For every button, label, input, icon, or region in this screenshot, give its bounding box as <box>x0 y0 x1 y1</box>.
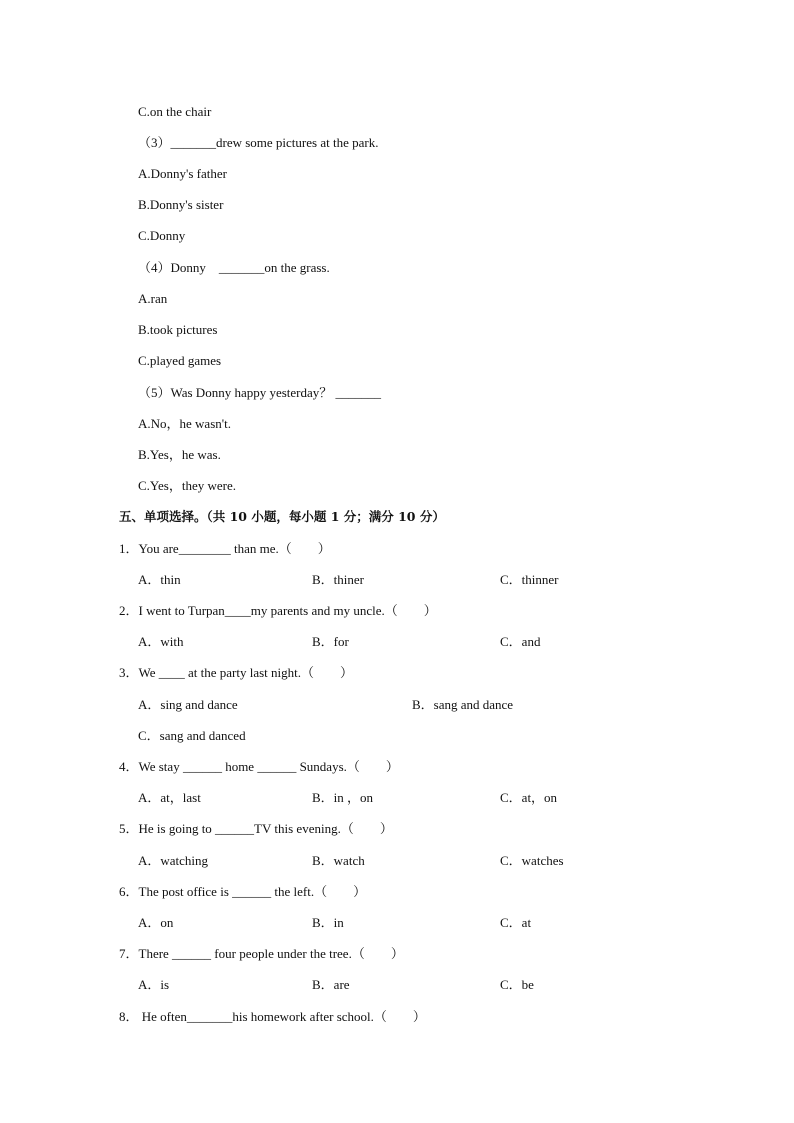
mc-question-stem: 7．There ______ four people under the tree.（ ） <box>119 946 404 961</box>
mc-option-c: C．sang and danced <box>138 728 246 743</box>
question-5-option-a: A.No，he wasn't. <box>138 416 231 431</box>
mc-option-a: A．at，last <box>138 790 201 805</box>
question-4-option-b: B.took pictures <box>138 322 218 337</box>
mc-option-c: C．at <box>500 915 532 930</box>
mc-option-a: A．sing and dance <box>138 697 238 712</box>
question-4-option-a: A.ran <box>138 291 168 306</box>
mc-option-a: A．watching <box>138 853 209 868</box>
mc-option-a: A．thin <box>138 572 181 587</box>
mc-option-b: B．watch <box>312 853 365 868</box>
section-5-heading: 五、单项选择。（共 10 小题，每小题 1 分；满分 10 分） <box>119 509 445 524</box>
mc-question-stem: 6．The post office is ______ the left.（ ） <box>119 884 367 899</box>
question-3-stem: （3）_______drew some pictures at the park. <box>138 135 379 150</box>
mc-option-b: B．sang and dance <box>412 697 514 712</box>
mc-option-c: C．and <box>500 634 541 649</box>
mc-option-b: B．in <box>312 915 344 930</box>
mc-option-b: B．are <box>312 977 350 992</box>
mc-question-stem: 5．He is going to ______TV this evening.（ ） <box>119 821 393 836</box>
mc-question-stem: 4．We stay ______ home ______ Sundays.（ ） <box>119 759 399 774</box>
mc-question-stem: 8． He often_______his homework after school.（ ） <box>119 1009 426 1024</box>
question-5-stem: （5）Was Donny happy yesterday？ _______ <box>138 385 382 400</box>
mc-option-c: C．watches <box>500 853 564 868</box>
mc-option-b: B．in ，on <box>312 790 374 805</box>
mc-option-b: B．for <box>312 634 349 649</box>
question-5-option-b: B.Yes，he was. <box>138 447 221 462</box>
question-4-option-c: C.played games <box>138 353 222 368</box>
question-3-option-b: B.Donny's sister <box>138 197 224 212</box>
question-5-option-c: C.Yes，they were. <box>138 478 236 493</box>
mc-question-stem: 2．I went to Turpan____my parents and my uncle.（ ） <box>119 603 437 618</box>
mc-option-a: A．is <box>138 977 170 992</box>
question-2-option-c: C.on the chair <box>138 104 212 119</box>
question-3-option-c: C.Donny <box>138 228 186 243</box>
mc-option-a: A．with <box>138 634 184 649</box>
mc-option-c: C．be <box>500 977 534 992</box>
mc-question-stem: 3．We ____ at the party last night.（ ） <box>119 665 354 680</box>
mc-option-c: C．at，on <box>500 790 558 805</box>
mc-question-stem: 1．You are________ than me.（ ） <box>119 541 331 556</box>
question-3-option-a: A.Donny's father <box>138 166 227 181</box>
question-4-stem: （4）Donny _______on the grass. <box>138 260 330 275</box>
mc-option-c: C．thinner <box>500 572 559 587</box>
mc-option-b: B．thiner <box>312 572 364 587</box>
mc-option-a: A．on <box>138 915 174 930</box>
